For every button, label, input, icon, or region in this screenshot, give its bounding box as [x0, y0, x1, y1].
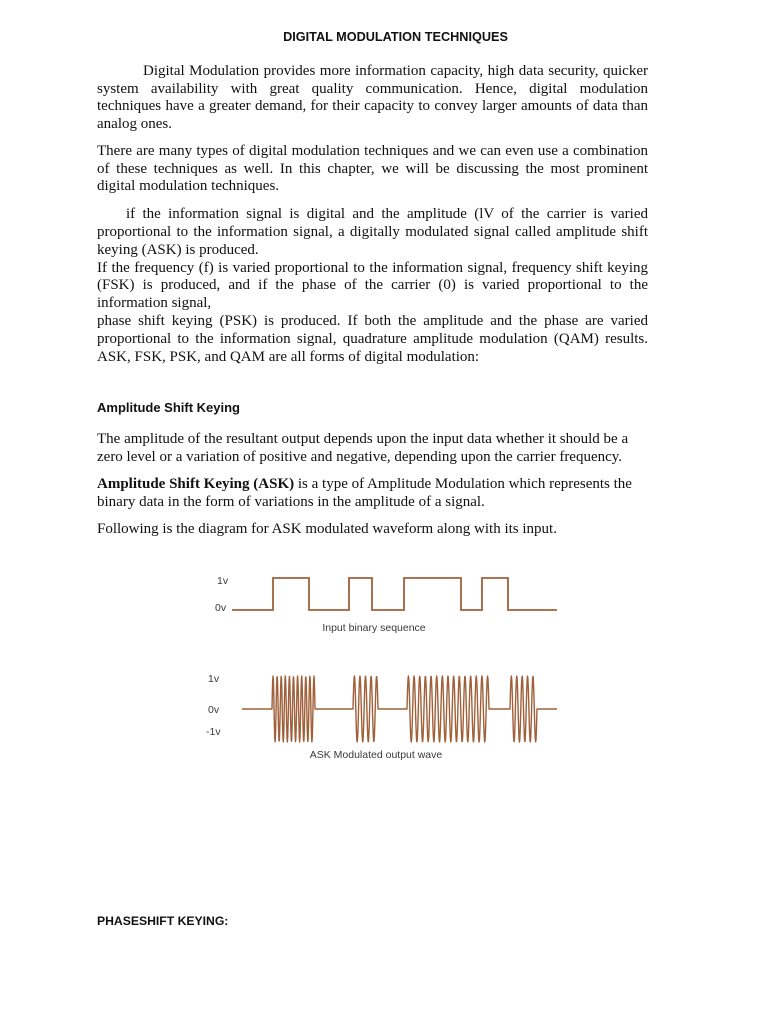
signal-line: (FSK) is produced, and if the phase of the carrier (0) is varied proportional to the: [97, 277, 648, 294]
types-paragraph: [97, 143, 648, 196]
document-title: DIGITAL MODULATION TECHNIQUES: [283, 30, 508, 44]
input-binary-wave: [232, 578, 557, 610]
input-zero-level-label: 0v: [215, 602, 227, 614]
signal-line: phase shift keying (PSK) is produced. If both the amplitude and the phase are varied: [97, 313, 648, 330]
types-line: There are many types of digital modulation techniques and we can even use a combination: [97, 143, 648, 159]
intro-line: Digital Modulation provides more information capacity, high data security, quicker: [143, 63, 648, 79]
intro-line: analog ones.: [97, 115, 172, 132]
output-low-level-label: -1v: [206, 726, 221, 738]
signal-line: proportional to the information signal, a digitally modulated signal called amplitude shift: [97, 223, 648, 240]
ask-definition-line: [97, 476, 648, 494]
types-line: of these techniques as well. In this chapter, we will be discussing the most prominent: [97, 160, 648, 177]
ask-definition-line: binary data in the form of variations in the amplitude of a signal.: [97, 493, 485, 510]
intro-line: system availability with great quality communication. Hence, digital modulation: [97, 80, 648, 97]
output-caption: ASK Modulated output wave: [309, 749, 443, 761]
output-zero-level-label: 0v: [208, 704, 220, 716]
output-high-level-label: 1v: [208, 673, 220, 685]
ask-term: Amplitude Shift Keying (ASK): [97, 476, 295, 492]
ask-description-line: zero level or a variation of positive and negative, depending upon the carrier frequency.: [97, 448, 623, 465]
ask-waveform-figure: [0, 560, 768, 770]
types-line: digital modulation techniques.: [97, 178, 280, 195]
signal-paragraph: [97, 206, 648, 367]
signal-line: ASK, FSK, PSK, and QAM are all forms of digital modulation:: [97, 348, 480, 365]
signal-line: information signal,: [97, 295, 212, 312]
signal-line: keying (ASK) is produced.: [97, 241, 259, 258]
intro-line: techniques have a greater demand, for their capacity to convey larger amounts of data than: [97, 98, 648, 115]
ask-output-wave: [242, 676, 557, 742]
signal-line: proportional to the information signal, quadrature amplitude modulation (QAM) results.: [97, 330, 648, 347]
figure-intro-line: Following is the diagram for ASK modulated waveform along with its input.: [97, 521, 557, 537]
psk-section-heading: PHASESHIFT KEYING:: [97, 914, 229, 928]
ask-definition-text: is a type of Amplitude Modulation which represents the: [294, 476, 632, 492]
signal-line: If the frequency (f) is varied proportional to the information signal, frequency shift keying: [97, 259, 648, 276]
ask-section-heading: Amplitude Shift Keying: [97, 400, 240, 415]
ask-description-line: The amplitude of the resultant output depends upon the input data whether it should be a: [97, 431, 629, 447]
intro-paragraph: [97, 63, 648, 133]
ask-definition-paragraph: [97, 476, 648, 511]
input-high-level-label: 1v: [217, 575, 229, 587]
figure-intro-paragraph: [97, 521, 648, 539]
input-caption: Input binary sequence: [322, 622, 426, 634]
ask-description-paragraph: [97, 431, 648, 466]
signal-line: if the information signal is digital and the amplitude (lV of the carrier is varied: [126, 206, 648, 222]
